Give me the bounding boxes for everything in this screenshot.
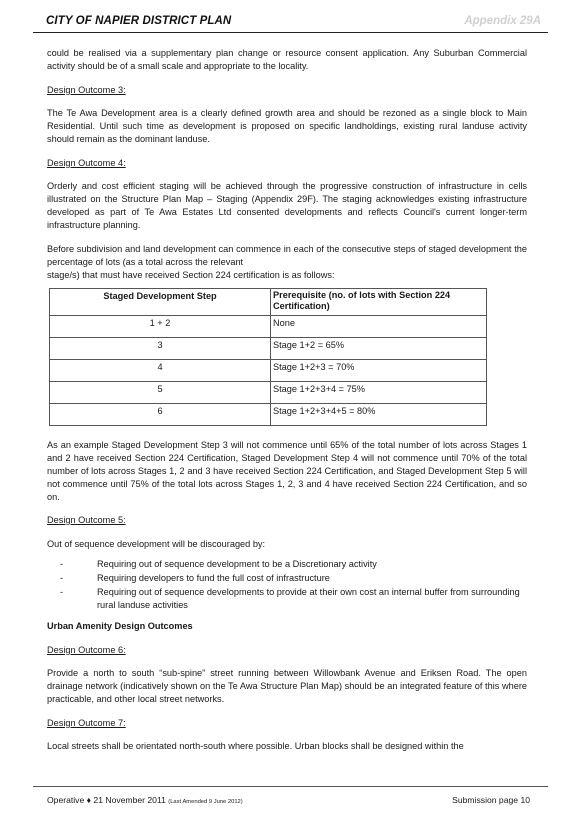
prerequisite-cell: Stage 1+2+3+4 = 75% — [271, 381, 487, 403]
list-item-text: Requiring developers to fund the full cost of infrastructure — [97, 573, 330, 583]
list-item — [47, 586, 527, 612]
prerequisite-cell: Stage 1+2 = 65% — [271, 337, 487, 359]
dash-marker: - — [60, 573, 64, 583]
step-cell: 4 — [50, 359, 271, 381]
footer-operative — [47, 795, 243, 805]
appendix-label: Appendix 29A — [464, 15, 541, 27]
table-row — [50, 337, 487, 359]
last-amended-note: (Last Amended 9 June 2012) — [168, 799, 243, 805]
design-outcome-3-heading: Design Outcome 3: — [47, 84, 126, 95]
table-row — [50, 359, 487, 381]
design-outcome-7-text: Local streets shall be orientated north-south where possible. Urban blocks shall be designed within the — [47, 741, 464, 751]
col-header-prerequisite: Prerequisite (no. of lots with Section 224 Certification) — [271, 288, 487, 315]
document-body — [47, 47, 527, 764]
list-item — [47, 572, 527, 585]
staging-table — [49, 288, 487, 426]
list-item-text: Requiring out of sequence developments to provide at their own cost an internal buffer from surrounding rural landuse activities — [97, 587, 520, 610]
list-item-text: Requiring out of sequence development to be a Discretionary activity — [97, 559, 377, 569]
step-cell: 5 — [50, 381, 271, 403]
page-number: Submission page 10 — [452, 795, 530, 805]
dash-marker: - — [60, 587, 64, 597]
col-header-step: Staged Development Step — [50, 288, 271, 315]
discouragement-list — [47, 558, 527, 612]
design-outcome-3-text: The Te Awa Development area is a clearly defined growth area and should be rezoned as a single block to Main Residential. Until such time as development is proposed on specific landholdings, existing rural landuse activity should remain as the dominant landuse. — [47, 108, 527, 144]
prerequisite-cell: Stage 1+2+3+4+5 = 80% — [271, 403, 487, 425]
design-outcome-6-text: Provide a north to south “sub-spine” street running between Willowbank Avenue and Eriksen Road. The open drainage network (indicatively shown on the Te Awa Structure Plan Map) should be an integrated feature of this where practicable, and other local street networks. — [47, 668, 527, 704]
design-outcome-6-heading: Design Outcome 6: — [47, 644, 126, 655]
design-outcome-4-heading: Design Outcome 4: — [47, 157, 126, 168]
table-row — [50, 315, 487, 337]
step-cell: 6 — [50, 403, 271, 425]
page-header — [33, 14, 545, 32]
table-row — [50, 381, 487, 403]
staging-table-header-row — [50, 288, 487, 315]
plan-title: CITY OF NAPIER DISTRICT PLAN — [46, 15, 232, 27]
prerequisite-cell: None — [271, 315, 487, 337]
urban-amenity-heading: Urban Amenity Design Outcomes — [47, 621, 193, 631]
staging-intro-line-2: stage/s) that must have received Section 224 certification is as follows: — [47, 269, 335, 280]
list-item — [47, 558, 527, 571]
design-outcome-7-heading: Design Outcome 7: — [47, 717, 126, 728]
design-outcome-4-text: Orderly and cost efficient staging will be achieved through the progressive construction of infrastructure in cells illustrated on the Structure Plan Map – Staging (Appendix 29F). The staging acknowledges existing infrastructure developed as part of Te Awa Estates Ltd consented developments and reflects Council's current longer-term infrastructure planning. — [47, 181, 527, 230]
dash-marker: - — [60, 559, 64, 569]
table-row — [50, 403, 487, 425]
staging-intro-line-1: Before subdivision and land development can commence in each of the consecutive steps of staged development the percentage of lots (as a total across the relevant — [47, 243, 527, 267]
header-divider — [33, 32, 548, 33]
staging-intro-text — [47, 243, 527, 282]
prerequisite-cell: Stage 1+2+3 = 70% — [271, 359, 487, 381]
staging-example-text: As an example Staged Development Step 3 will not commence until 65% of the total number of lots across Stages 1 and 2 have received Section 224 Certification, Staged Development Step 4 will not commence until 70% of the total number of lots across Stages 1, 2 and 3 have received Section 224 Certification, and Staged Development Step 5 will not commence until 75% of the total lots across Stages 1, 2, 3 and 4 have received Section 224 Certification, and so on. — [47, 439, 527, 502]
design-outcome-5-text: Out of sequence development will be discouraged by: — [47, 538, 266, 549]
footer-divider — [33, 786, 548, 787]
step-cell: 3 — [50, 337, 271, 359]
step-cell: 1 + 2 — [50, 315, 271, 337]
operative-date: Operative ♦ 21 November 2011 — [47, 795, 166, 805]
design-outcome-5-heading: Design Outcome 5: — [47, 515, 126, 525]
intro-paragraph: could be realised via a supplementary plan change or resource consent application. Any Suburban Commercial activity should be of a small scale and appropriate to the locality. — [47, 48, 527, 71]
